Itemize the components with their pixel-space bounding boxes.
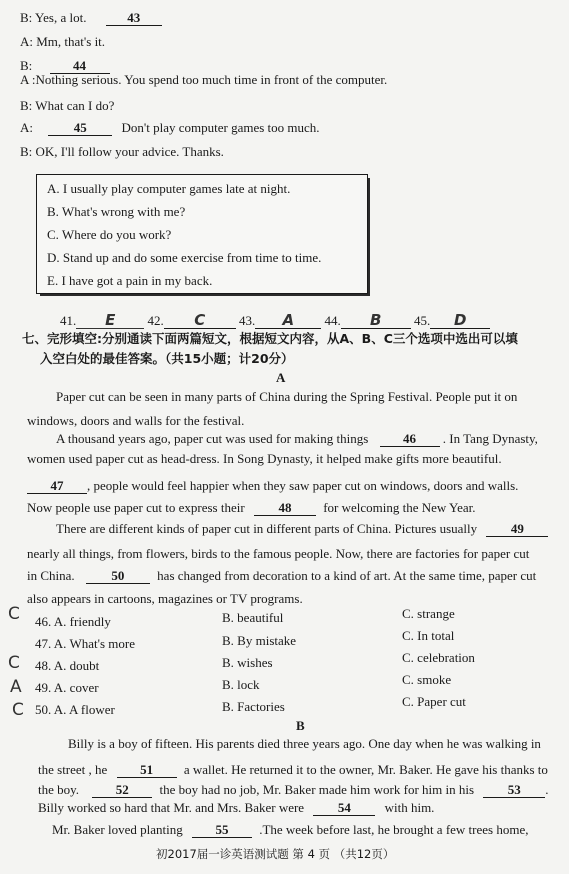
page-footer: 初2017届一诊英语测试题 第 4 页 （共12页） <box>156 847 395 861</box>
passage-line <box>56 521 548 537</box>
passage-text: the boy had no job, Mr. Baker made him work for him in his <box>159 782 475 797</box>
answer-blank-43 <box>255 313 321 329</box>
answer-number: 43. <box>239 313 256 328</box>
passage-text: for welcoming the New Year. <box>323 500 476 515</box>
passage-line: nearly all things, from flowers, birds to the famous people. Now, there are factories for paper cut <box>27 546 530 561</box>
passage-line <box>56 431 538 447</box>
passage-line <box>38 782 549 798</box>
answer-blank: 44 <box>50 59 110 74</box>
choice-row <box>35 658 99 674</box>
passage-b-heading: B <box>296 718 305 733</box>
passage-line: also appears in cartoons, magazines or TV programs. <box>27 591 303 606</box>
handwritten-mark: C <box>12 700 24 720</box>
dialogue-line <box>20 10 162 26</box>
dialogue-line: B: OK, I'll follow your advice. Thanks. <box>20 144 224 159</box>
choice-number: 47. <box>35 636 52 651</box>
handwritten-answer: E <box>105 311 116 329</box>
choice-c: C. celebration <box>402 650 475 665</box>
answer-blank-54: 54 <box>313 801 375 816</box>
passage-text: Now people use paper cut to express their <box>27 500 245 515</box>
choice-a: A. What's more <box>53 636 135 651</box>
choice-a: A. cover <box>53 680 99 695</box>
choice-c: C. In total <box>402 628 455 643</box>
choice-b: B. lock <box>222 677 260 692</box>
handwritten-mark: A <box>10 677 22 697</box>
passage-a-heading: A <box>276 370 286 385</box>
answer-blank-55: 55 <box>192 823 252 838</box>
option-d: D. Stand up and do some exercise from time to time. <box>47 250 322 265</box>
passage-text: a wallet. He returned it to the owner, Mr. Baker. He gave his thanks to <box>183 762 548 777</box>
answer-blank-41 <box>76 313 144 329</box>
dialogue-line <box>20 120 320 136</box>
answer-blank-47: 47 <box>27 479 87 494</box>
passage-text: There are different kinds of paper cut in different parts of China. Pictures usually <box>56 521 478 536</box>
handwritten-answer: C <box>194 311 206 329</box>
passage-line <box>52 822 528 838</box>
handwritten-answer: D <box>454 311 467 329</box>
choice-a: A. friendly <box>53 614 111 629</box>
answer-blank-52: 52 <box>92 783 152 798</box>
choice-row <box>35 614 111 630</box>
answer-blank-53: 53 <box>483 783 545 798</box>
answer-number: 42. <box>147 313 164 328</box>
choice-b: B. Factories <box>222 699 285 714</box>
dialogue-line: B: What can I do? <box>20 98 115 113</box>
answer-number: 41. <box>60 313 77 328</box>
passage-text: . <box>545 782 549 797</box>
passage-line <box>38 800 434 816</box>
passage-line <box>27 500 476 516</box>
option-b: B. What's wrong with me? <box>47 204 186 219</box>
answer-number: 44. <box>324 313 341 328</box>
passage-text: .The week before last, he brought a few trees home, <box>259 822 529 837</box>
option-c: C. Where do you work? <box>47 227 172 242</box>
passage-text: with him. <box>384 800 435 815</box>
handwritten-mark: C <box>8 604 20 624</box>
passage-text: A thousand years ago, paper cut was used for making things <box>56 431 369 446</box>
handwritten-answer: A <box>282 311 295 329</box>
choice-number: 49. <box>35 680 52 695</box>
choice-c: C. smoke <box>402 672 452 687</box>
option-a: A. I usually play computer games late at night. <box>47 181 291 196</box>
answer-blank-42 <box>164 313 236 329</box>
choice-c: C. strange <box>402 606 455 621</box>
passage-line <box>38 762 548 778</box>
choice-number: 50. <box>35 702 52 717</box>
choice-row <box>35 702 115 718</box>
choice-number: 48. <box>35 658 52 673</box>
passage-line <box>27 478 518 494</box>
choice-row <box>35 636 135 652</box>
dialogue-line: A :Nothing serious. You spend too much time in front of the computer. <box>20 72 388 87</box>
dialogue-line: A: Mm, that's it. <box>20 34 106 49</box>
answer-blank-51: 51 <box>117 763 177 778</box>
answer-blank-46: 46 <box>380 432 440 447</box>
handwritten-mark: C <box>8 653 20 673</box>
answer-blank-50: 50 <box>86 569 150 584</box>
passage-line: Billy is a boy of fifteen. His parents died three years ago. One day when he was walking in <box>68 736 541 751</box>
answer-blank-48: 48 <box>254 501 316 516</box>
passage-text: the street , he <box>38 762 108 777</box>
choice-a: A. doubt <box>53 658 100 673</box>
answer-blank: 45 <box>48 121 112 136</box>
passage-text: Mr. Baker loved planting <box>52 822 183 837</box>
answer-blank-45 <box>430 313 490 329</box>
passage-line: women used paper cut as head-dress. In Song Dynasty, it helped make gifts more beautiful. <box>27 451 502 466</box>
choice-c: C. Paper cut <box>402 694 466 709</box>
choice-b: B. beautiful <box>222 610 284 625</box>
passage-text: , people would feel happier when they saw paper cut on windows, doors and walls. <box>87 478 519 493</box>
option-e: E. I have got a pain in my back. <box>47 273 213 288</box>
passage-line: windows, doors and walls for the festival. <box>27 413 245 428</box>
passage-text: in China. <box>27 568 75 583</box>
passage-text: . In Tang Dynasty, <box>442 431 538 446</box>
options-box <box>36 174 368 294</box>
choice-b: B. wishes <box>222 655 273 670</box>
answer-blank: 43 <box>106 11 162 26</box>
section-title: 七、完形填空:分别通读下面两篇短文，根据短文内容，从A、B、C三个选项中选出可以填 <box>22 331 518 346</box>
answer-number: 45. <box>414 313 431 328</box>
passage-text: Billy worked so hard that Mr. and Mrs. Baker were <box>38 800 305 815</box>
dialogue-text: A: <box>20 120 33 135</box>
answer-blank-49: 49 <box>486 522 548 537</box>
passage-line: Paper cut can be seen in many parts of China during the Spring Festival. People put it on <box>56 389 518 404</box>
passage-text: the boy. <box>38 782 80 797</box>
answer-blank-44 <box>341 313 411 329</box>
section-title-cont: 入空白处的最佳答案。（共15小题；计20分） <box>40 351 294 366</box>
choice-a: A. A flower <box>53 702 115 717</box>
handwritten-answer: B <box>370 311 382 329</box>
passage-line <box>27 568 536 584</box>
choice-row <box>35 680 99 696</box>
dialogue-text: Don't play computer games too much. <box>121 120 320 135</box>
answer-row <box>60 313 490 329</box>
dialogue-text: B: <box>20 58 33 73</box>
choice-b: B. By mistake <box>222 633 297 648</box>
choice-number: 46. <box>35 614 52 629</box>
dialogue-text: B: Yes, a lot. <box>20 10 87 25</box>
passage-text: has changed from decoration to a kind of art. At the same time, paper cut <box>157 568 537 583</box>
